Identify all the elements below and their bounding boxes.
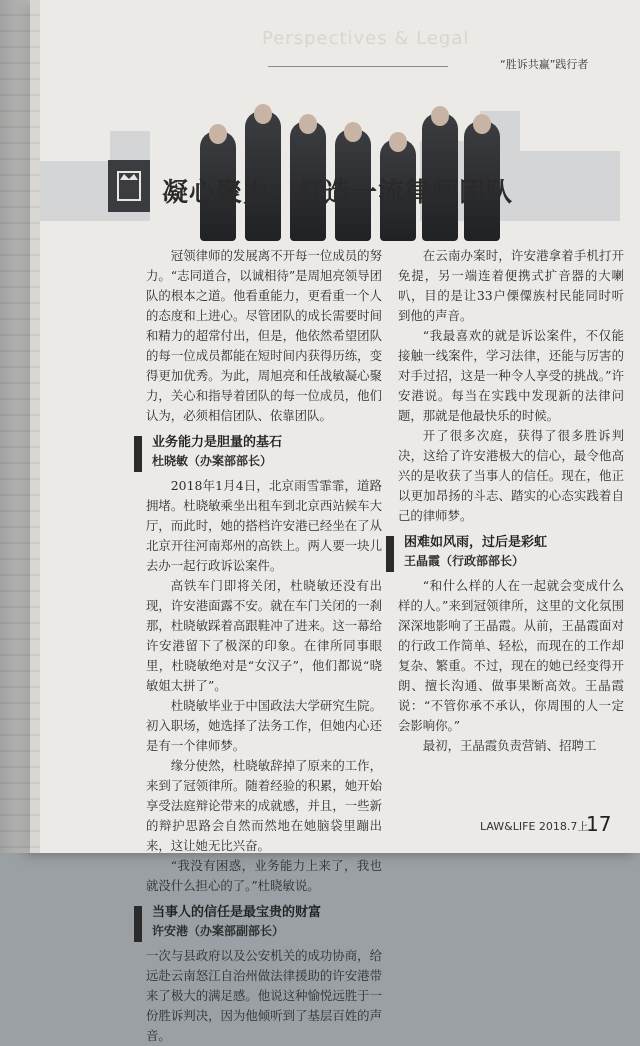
body-paragraph: 一次与县政府以及公安机关的成功协商，给远赴云南怒江自治州做法律援助的许安港带来了极大的满足感。他说这种愉悦远胜于一份胜诉判决，因为他倾听到了基层百姓的声音。 bbox=[146, 948, 382, 1043]
section-author: 许安港（办案部副部长） bbox=[152, 924, 285, 938]
body-paragraph: “和什么样的人在一起就会变成什么样的人。”来到冠领律所，这里的文化氛围深深地影响了王晶霞。从前，王晶霞面对的行政工作简单、轻松，而现在的工作却复杂、繁重。不过，现在的她已经变得开朗、擅长沟通、做事果断高效。王晶霞说：“不管你承不承认，你周围的人一定会影响你。” bbox=[398, 578, 624, 733]
section-heading bbox=[398, 534, 624, 570]
section-author: 王晶霞（行政部部长） bbox=[404, 554, 525, 568]
body-paragraph: 2018年1月4日，北京雨雪霏霏，道路拥堵。杜晓敏乘坐出租车到北京西站候车大厅，而此时，她的搭档许安港已经坐在了从北京开往河南郑州的高铁上。两人要一块儿去办一起行政诉讼案件。 bbox=[146, 478, 382, 573]
section-heading bbox=[146, 434, 382, 470]
previous-page-edge bbox=[0, 0, 40, 853]
body-paragraph: 最初，王晶霞负责营销、招聘工 bbox=[422, 738, 597, 753]
magazine-folio: LAW&LIFE 2018.7上 bbox=[480, 820, 589, 833]
section-author: 杜晓敏（办案部部长） bbox=[152, 454, 273, 468]
section-heading bbox=[146, 904, 382, 940]
body-paragraph: 开了很多次庭，获得了很多胜诉判决，这给了许安港极大的信心，最令他高兴的是收获了当事人的信任。现在，他正以更加昂扬的斗志、踏实的心态实践着自己的律师梦。 bbox=[398, 428, 624, 523]
body-paragraph: 杜晓敏毕业于中国政法大学研究生院。初入职场，她选择了法务工作，但她内心还是有一个律师梦。 bbox=[146, 698, 382, 753]
section-bar-icon bbox=[386, 536, 394, 572]
section-title: 困难如风雨，过后是彩虹 bbox=[404, 535, 548, 550]
body-paragraph: “我没有困惑，业务能力上来了，我也就没什么担心的了。”杜晓敏说。 bbox=[146, 858, 382, 893]
article-title: 凝心聚力，打造一流律师团队 bbox=[162, 178, 514, 208]
right-column bbox=[398, 246, 624, 756]
body-paragraph: 高铁车门即将关闭，杜晓敏还没有出现，许安港面露不安。就在车门关闭的一刹那，杜晓敏踩着高跟鞋冲了进来。这一幕给许安港留下了极深的印象。在律所同事眼里，杜晓敏绝对是“女汉子”，他们都说“晓敏姐太拼了”。 bbox=[146, 578, 382, 693]
section-bar-icon bbox=[134, 436, 142, 472]
body-paragraph: 缘分使然，杜晓敏辞掉了原来的工作，来到了冠领律所。随着经验的积累，她开始享受法庭辩论带来的成就感，并且，一些新的辩护思路会自然而然地在她脑袋里蹦出来，这让她无比兴奋。 bbox=[146, 758, 382, 853]
left-column bbox=[146, 246, 382, 1046]
section-crest-icon bbox=[104, 158, 154, 214]
section-bar-icon bbox=[134, 906, 142, 942]
running-header: “胜诉共赢”践行者 bbox=[500, 58, 589, 71]
header-divider bbox=[268, 66, 448, 67]
section-title: 当事人的信任是最宝贵的财富 bbox=[152, 905, 322, 920]
intro-paragraph: 冠领律师的发展离不开每一位成员的努力。“志同道合，以诚相待”是周旭亮领导团队的根本之道。他看重能力，更看重一个人的态度和上进心。尽管团队的成长需要时间和精力的超常付出，但是，他依然希望团队的每一位成员都能在短时间内获得历练，变得更加优秀。为此，周旭亮和任战敏凝心聚力，关心和指导着团队的每一位成员，他们认为，必须相信团队、依靠团队。 bbox=[146, 248, 382, 423]
background-section-title: Perspectives & Legal bbox=[262, 28, 470, 49]
section-title: 业务能力是胆量的基石 bbox=[152, 435, 283, 450]
page-number: 17 bbox=[586, 812, 612, 836]
body-paragraph: “我最喜欢的就是诉讼案件，不仅能接触一线案件，学习法律，还能与厉害的对手过招，这是一种令人享受的挑战。”许安港说。每当在实践中发现新的法律问题，那就是他最快乐的时候。 bbox=[398, 328, 624, 423]
body-paragraph: 在云南办案时，许安港拿着手机打开免提，另一端连着便携式扩音器的大喇叭，目的是让33户傈僳族村民能同时听到他的声音。 bbox=[398, 248, 624, 323]
